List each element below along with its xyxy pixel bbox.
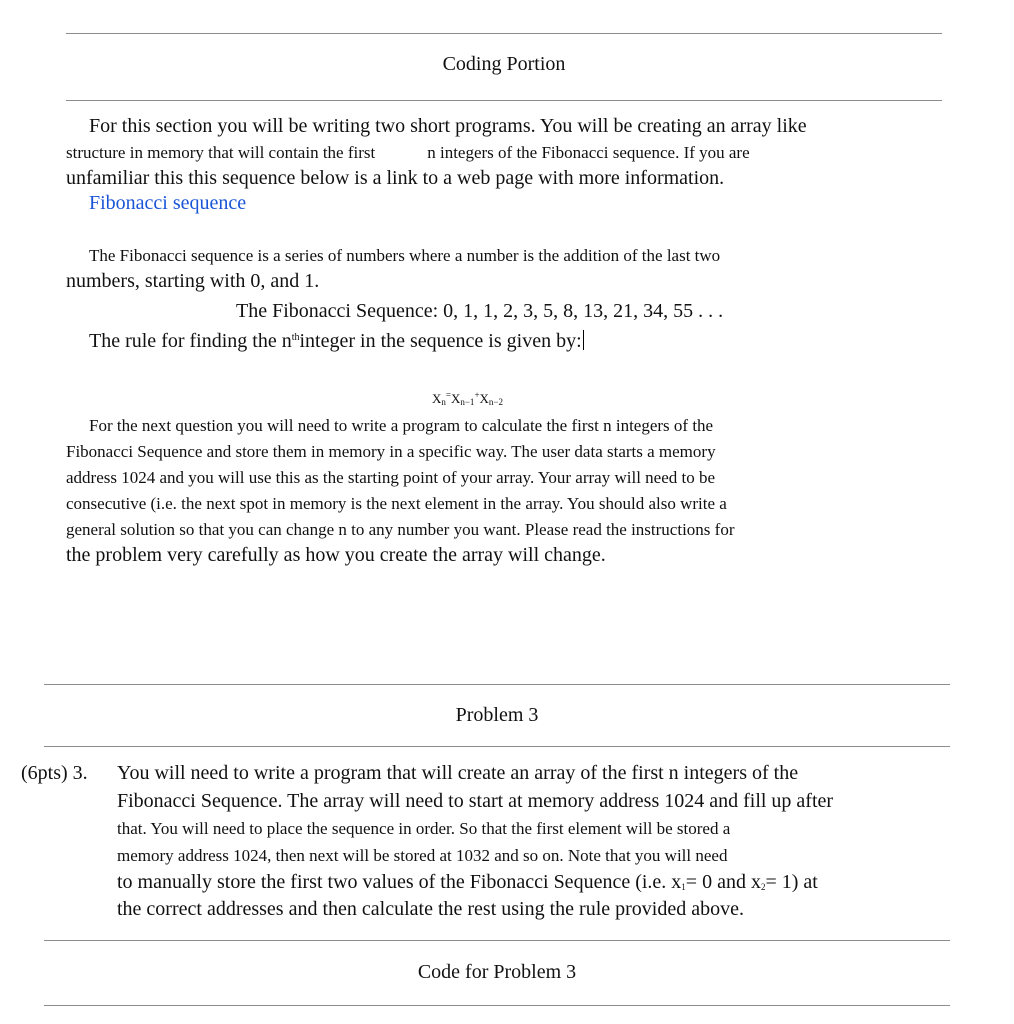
rule-suffix: integer in the sequence is given by:: [299, 330, 582, 352]
problem-label: (6pts) 3.: [21, 762, 88, 784]
text-cursor: [583, 330, 584, 350]
problem-line-3: that. You will need to place the sequence in order. So that the first element will be stored a: [117, 819, 731, 838]
definition-line-2: numbers, starting with 0, and 1.: [66, 270, 320, 292]
section-heading-coding-portion: Coding Portion: [442, 53, 566, 75]
problem3-top-divider: [44, 684, 950, 685]
sequence-line: The Fibonacci Sequence: 0, 1, 1, 2, 3, 5, 8, 13, 21, 34, 55 . . .: [236, 300, 724, 322]
paragraph-line-1: For the next question you will need to write a program to calculate the first n integers of the: [89, 416, 714, 435]
formula-sub-n-1: n−1: [460, 397, 475, 407]
problem-line-2: Fibonacci Sequence. The array will need to start at memory address 1024 and fill up after: [117, 790, 834, 812]
paragraph-line-3: address 1024 and you will use this as the starting point of your array. Your array will need to be: [66, 468, 716, 487]
problem-line-6: the correct addresses and then calculate the rest using the rule provided above.: [117, 898, 744, 920]
code-heading-bottom-divider: [44, 1005, 950, 1006]
problem-line-1: You will need to write a program that will create an array of the first n integers of the: [117, 762, 799, 784]
fibonacci-formula: [432, 390, 503, 407]
fibonacci-sequence-link[interactable]: Fibonacci sequence: [89, 192, 247, 214]
formula-equals: =: [445, 390, 451, 400]
rule-line: [89, 330, 584, 353]
problem-line-4: memory address 1024, then next will be stored at 1032 and so on. Note that you will need: [117, 846, 728, 865]
formula-x1: X: [432, 391, 442, 406]
formula-x3: X: [479, 391, 489, 406]
formula-plus: +: [474, 390, 480, 400]
problem-line-5c: = 1) at: [765, 871, 818, 893]
problem-line-5a: to manually store the first two values of the Fibonacci Sequence (i.e. x: [117, 871, 682, 893]
problem-line-5b: = 0 and x: [685, 871, 761, 893]
top-divider: [66, 33, 942, 34]
x1-subscript: 1: [681, 882, 686, 892]
rule-superscript: th: [291, 332, 300, 343]
paragraph-line-2: Fibonacci Sequence and store them in memory in a specific way. The user data starts a memory: [66, 442, 716, 461]
paragraph-line-5: general solution so that you can change n to any number you want. Please read the instructions for: [66, 520, 735, 539]
problem-line-5: [117, 871, 818, 894]
code-heading-top-divider: [44, 940, 950, 941]
x2-subscript: 2: [760, 882, 766, 892]
intro-line-3: unfamiliar this this sequence below is a link to a web page with more information.: [66, 167, 725, 189]
formula-x2: X: [450, 391, 461, 406]
section-heading-problem-3: Problem 3: [455, 704, 539, 726]
intro-line-1: For this section you will be writing two short programs. You will be creating an array like: [89, 115, 807, 137]
coding-heading-divider: [66, 100, 942, 101]
paragraph-line-6: the problem very carefully as how you create the array will change.: [66, 544, 606, 566]
definition-line-1: The Fibonacci sequence is a series of numbers where a number is the addition of the last two: [89, 246, 721, 265]
section-heading-code-for-problem-3: Code for Problem 3: [417, 961, 577, 983]
problem3-heading-divider: [44, 746, 950, 747]
paragraph-line-4: consecutive (i.e. the next spot in memory is the next element in the array. You should also write a: [66, 494, 727, 513]
formula-sub-n: n: [441, 397, 446, 407]
rule-prefix: The rule for finding the n: [89, 330, 292, 352]
intro-line-2b: n integers of the Fibonacci sequence. If you are: [427, 143, 750, 162]
formula-sub-n-2: n−2: [488, 397, 503, 407]
intro-line-2: [66, 143, 750, 163]
intro-line-2a: structure in memory that will contain the first: [66, 143, 376, 162]
